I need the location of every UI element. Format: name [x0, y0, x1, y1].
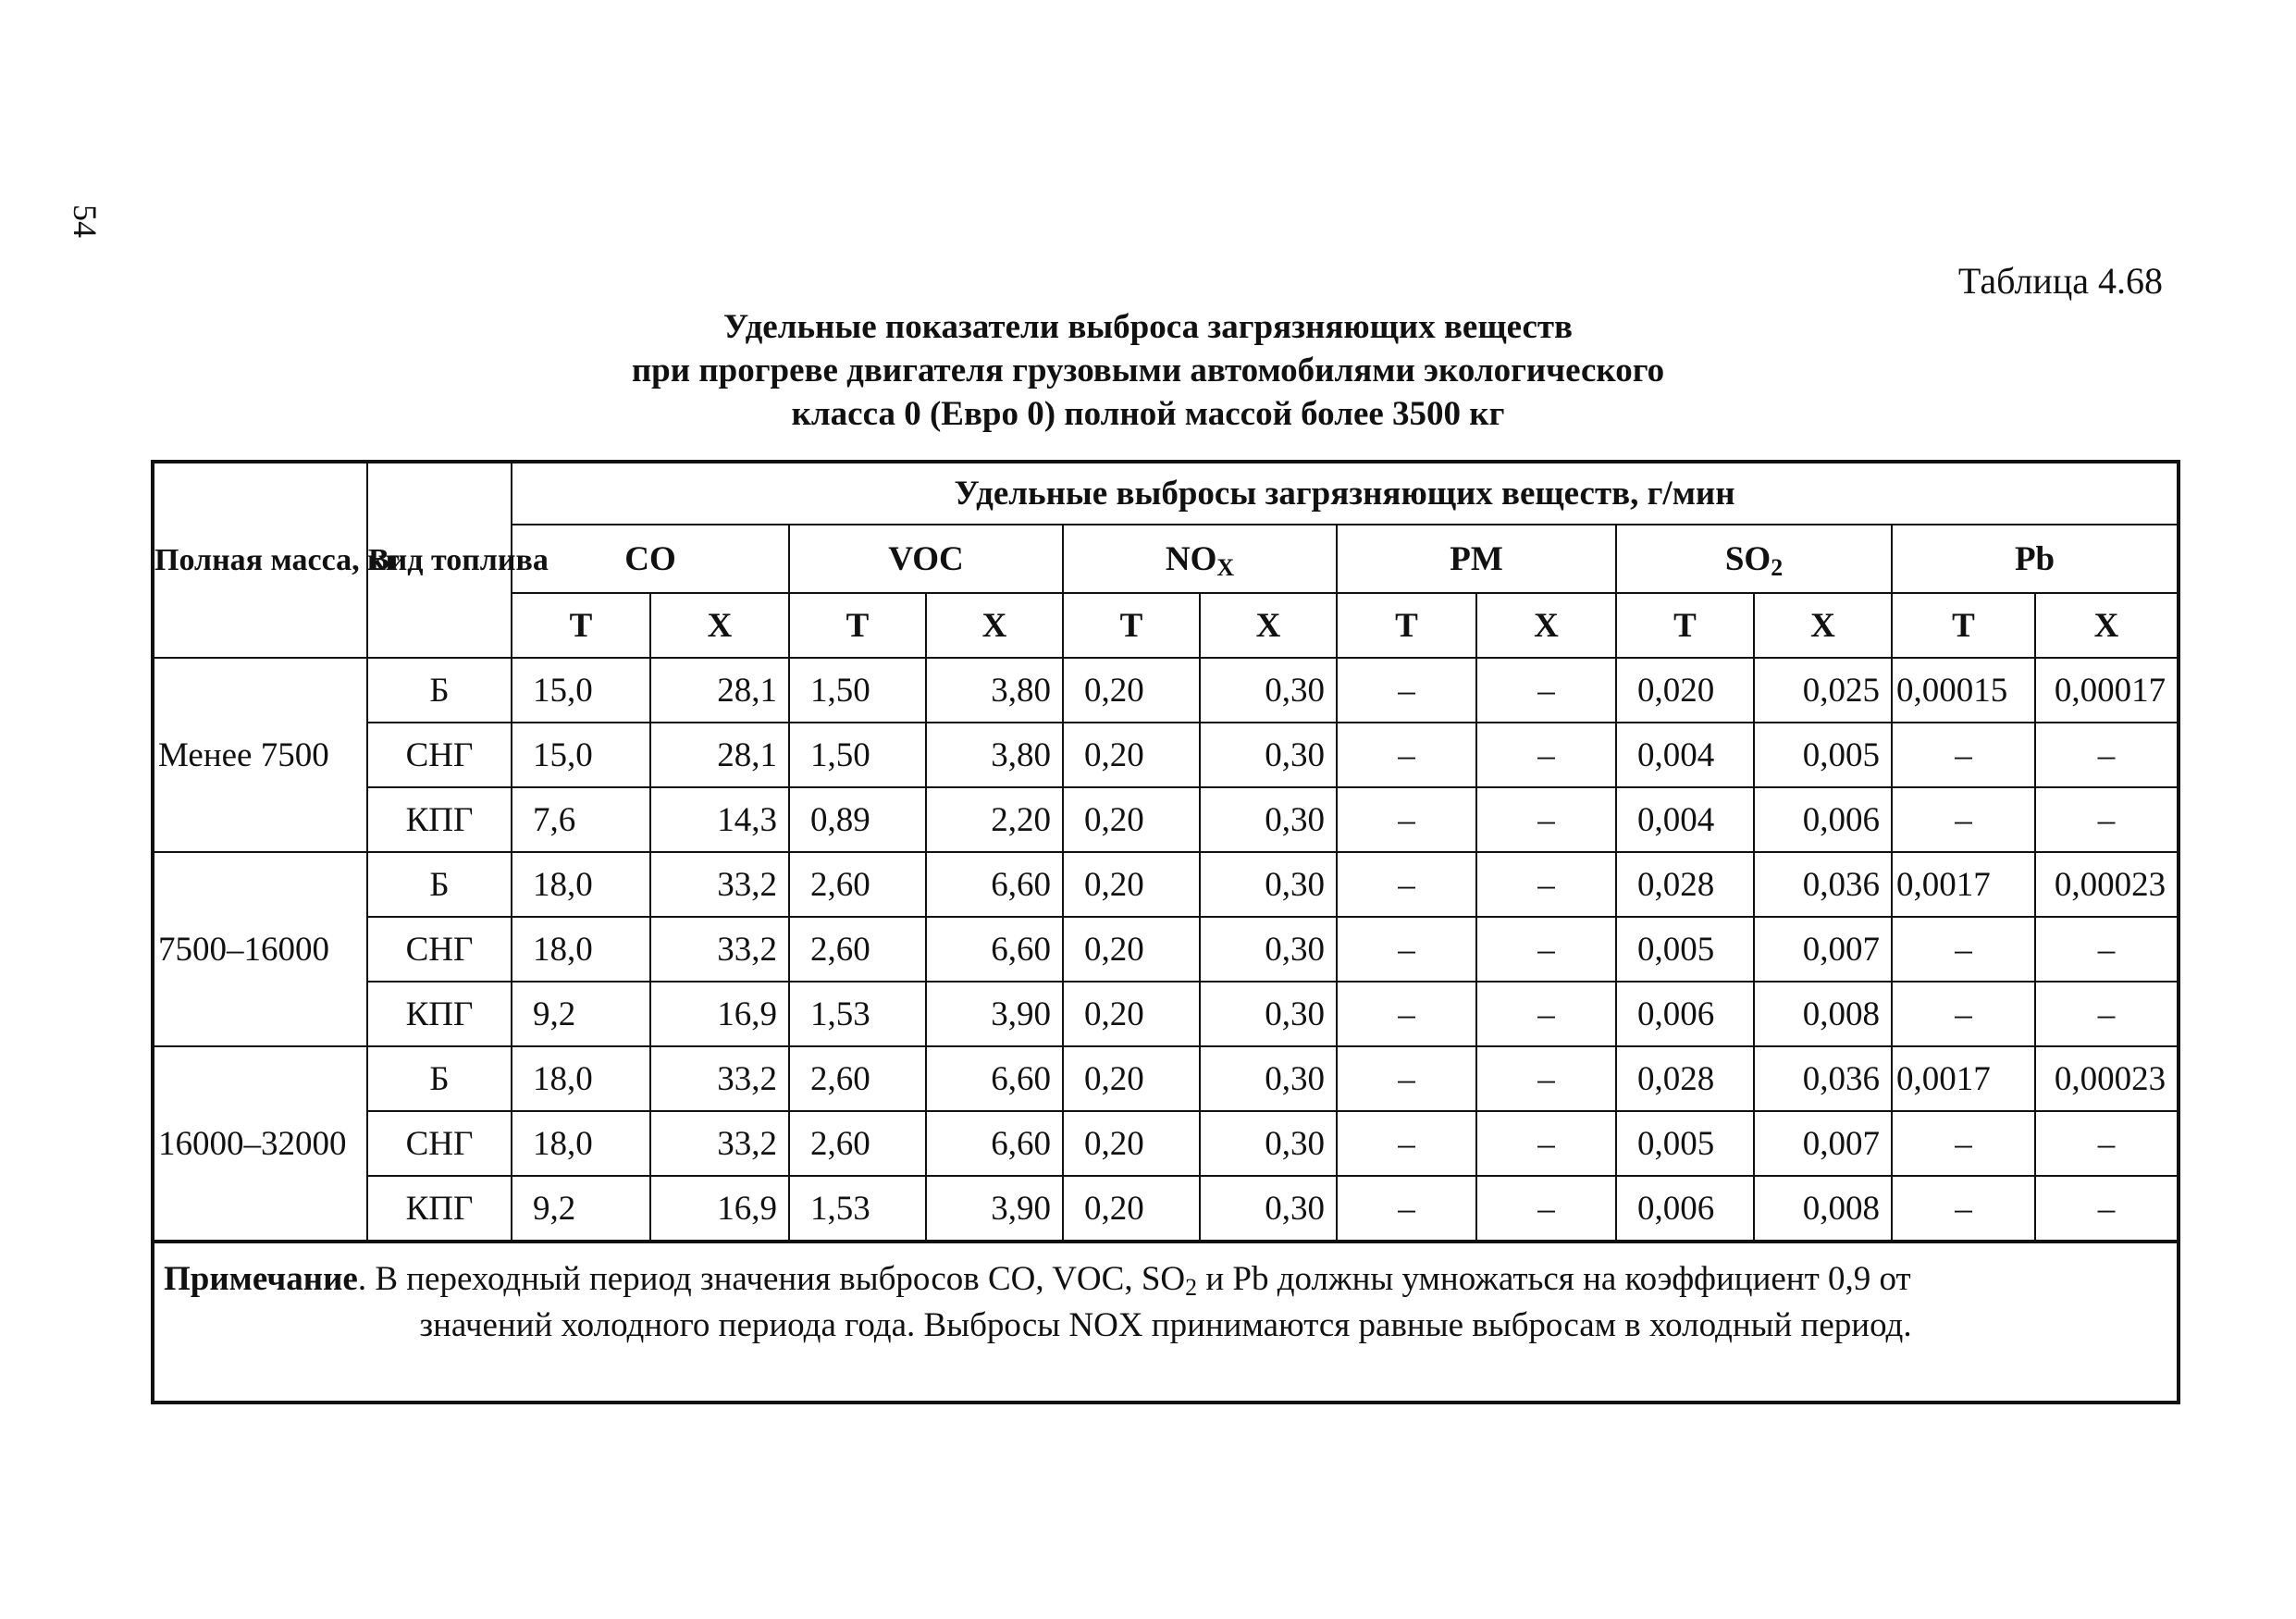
header-period: Х [650, 593, 789, 658]
fuel-cell: СНГ [367, 917, 512, 982]
header-period: Т [1063, 593, 1200, 658]
table-row [153, 852, 2179, 917]
header-period: Т [1892, 593, 2035, 658]
value-cell: – [2035, 1111, 2179, 1176]
value-cell: 2,60 [789, 852, 926, 917]
value-cell: 0,30 [1200, 1046, 1337, 1111]
value-cell: – [1337, 723, 1476, 787]
value-cell: – [1476, 1111, 1616, 1176]
header-period: Т [512, 593, 650, 658]
fuel-cell: КПГ [367, 1176, 512, 1242]
value-cell: 0,20 [1063, 1111, 1200, 1176]
value-cell: – [1476, 917, 1616, 982]
header-fuel: Вид топлива [367, 462, 512, 658]
value-cell: 0,007 [1754, 1111, 1892, 1176]
value-cell: 0,20 [1063, 852, 1200, 917]
value-cell: 3,80 [926, 658, 1063, 723]
value-cell: 28,1 [650, 658, 789, 723]
value-cell: 18,0 [512, 852, 650, 917]
value-cell: – [2035, 917, 2179, 982]
value-cell: 0,30 [1200, 787, 1337, 852]
value-cell: – [1476, 1046, 1616, 1111]
mass-cell: 16000–32000 [153, 1046, 367, 1242]
value-cell: 6,60 [926, 1111, 1063, 1176]
value-cell: 0,004 [1616, 723, 1754, 787]
value-cell: 0,028 [1616, 852, 1754, 917]
value-cell: – [1337, 1176, 1476, 1242]
table-title [0, 305, 2296, 436]
table-label: Таблица 4.68 [1957, 260, 2163, 302]
value-cell: 1,50 [789, 658, 926, 723]
header-pollutant: PM [1337, 525, 1616, 593]
value-cell: 33,2 [650, 1111, 789, 1176]
value-cell: 0,006 [1616, 1176, 1754, 1242]
value-cell: 0,00023 [2035, 852, 2179, 917]
value-cell: 9,2 [512, 982, 650, 1046]
value-cell: – [1337, 658, 1476, 723]
value-cell: – [1892, 982, 2035, 1046]
value-cell: 18,0 [512, 1046, 650, 1111]
value-cell: 0,004 [1616, 787, 1754, 852]
value-cell: 3,90 [926, 982, 1063, 1046]
value-cell: 0,30 [1200, 1111, 1337, 1176]
page-number: 54 [67, 204, 104, 238]
note-line-1: . В переходный период значения выбросов CO, VOC, $SO_2$ и Pb должны умножаться на коэффициент 0,9 от [357, 1260, 1911, 1301]
header-pollutant: VOC [789, 525, 1063, 593]
value-cell: – [1476, 787, 1616, 852]
value-cell: 0,0017 [1892, 852, 2035, 917]
value-cell: 16,9 [650, 982, 789, 1046]
mass-cell: 7500–16000 [153, 852, 367, 1046]
value-cell: – [1337, 1111, 1476, 1176]
table-row [153, 917, 2179, 982]
value-cell: – [1337, 982, 1476, 1046]
value-cell: 18,0 [512, 917, 650, 982]
value-cell: 0,0017 [1892, 1046, 2035, 1111]
value-cell: – [1892, 723, 2035, 787]
header-period: Т [789, 593, 926, 658]
header-pollutant: $NO_X$ [1063, 525, 1337, 593]
header-pollutant: Pb [1892, 525, 2179, 593]
value-cell: 9,2 [512, 1176, 650, 1242]
table-row [153, 1176, 2179, 1242]
value-cell: 0,89 [789, 787, 926, 852]
value-cell: 6,60 [926, 1046, 1063, 1111]
value-cell: 6,60 [926, 917, 1063, 982]
value-cell: 0,20 [1063, 917, 1200, 982]
value-cell: 0,20 [1063, 1176, 1200, 1242]
value-cell: 0,006 [1754, 787, 1892, 852]
value-cell: 18,0 [512, 1111, 650, 1176]
table-note [153, 1242, 2179, 1403]
header-period: Х [926, 593, 1063, 658]
fuel-cell: Б [367, 1046, 512, 1111]
value-cell: 0,036 [1754, 1046, 1892, 1111]
mass-cell: Менее 7500 [153, 658, 367, 852]
value-cell: – [1892, 917, 2035, 982]
table-row [153, 1046, 2179, 1111]
value-cell: – [2035, 982, 2179, 1046]
value-cell: 0,30 [1200, 917, 1337, 982]
value-cell: 0,00015 [1892, 658, 2035, 723]
value-cell: 15,0 [512, 723, 650, 787]
value-cell: – [1892, 1176, 2035, 1242]
value-cell: 14,3 [650, 787, 789, 852]
value-cell: 3,80 [926, 723, 1063, 787]
table-row [153, 658, 2179, 723]
value-cell: – [2035, 723, 2179, 787]
fuel-cell: СНГ [367, 1111, 512, 1176]
value-cell: 0,30 [1200, 658, 1337, 723]
value-cell: 33,2 [650, 1046, 789, 1111]
fuel-cell: КПГ [367, 982, 512, 1046]
value-cell: – [1892, 787, 2035, 852]
value-cell: 2,60 [789, 1046, 926, 1111]
value-cell: 2,20 [926, 787, 1063, 852]
table-row [153, 1111, 2179, 1176]
value-cell: 28,1 [650, 723, 789, 787]
fuel-cell: КПГ [367, 787, 512, 852]
value-cell: 6,60 [926, 852, 1063, 917]
header-pollutant: CO [512, 525, 789, 593]
value-cell: 0,005 [1616, 1111, 1754, 1176]
value-cell: – [1476, 852, 1616, 917]
value-cell: 0,20 [1063, 982, 1200, 1046]
value-cell: 0,20 [1063, 723, 1200, 787]
header-period: Х [1476, 593, 1616, 658]
fuel-cell: Б [367, 852, 512, 917]
value-cell: – [2035, 1176, 2179, 1242]
value-cell: – [1892, 1111, 2035, 1176]
header-emissions: Удельные выбросы загрязняющих веществ, г/мин [512, 462, 2179, 525]
value-cell: 0,006 [1616, 982, 1754, 1046]
value-cell: 2,60 [789, 1111, 926, 1176]
value-cell: 3,90 [926, 1176, 1063, 1242]
title-line-3: класса 0 (Евро 0) полной массой более 3500 кг [791, 395, 1505, 433]
fuel-cell: СНГ [367, 723, 512, 787]
value-cell: 1,50 [789, 723, 926, 787]
value-cell: 0,30 [1200, 982, 1337, 1046]
note-line-2: значений холодного периода года. Выбросы NOX принимаются равные выбросам в холодный период. [419, 1306, 1912, 1344]
header-mass: Полная масса, кг [153, 462, 367, 658]
value-cell: 7,6 [512, 787, 650, 852]
header-period: Х [2035, 593, 2179, 658]
value-cell: 0,008 [1754, 982, 1892, 1046]
value-cell: – [1476, 1176, 1616, 1242]
value-cell: – [2035, 787, 2179, 852]
header-period: Х [1754, 593, 1892, 658]
value-cell: 0,00017 [2035, 658, 2179, 723]
header-period: Х [1200, 593, 1337, 658]
value-cell: 2,60 [789, 917, 926, 982]
value-cell: 0,30 [1200, 852, 1337, 917]
value-cell: 0,20 [1063, 1046, 1200, 1111]
value-cell: – [1476, 982, 1616, 1046]
table-row [153, 787, 2179, 852]
value-cell: – [1337, 852, 1476, 917]
table-row [153, 982, 2179, 1046]
value-cell: 0,028 [1616, 1046, 1754, 1111]
value-cell: 33,2 [650, 917, 789, 982]
value-cell: – [1337, 787, 1476, 852]
value-cell: 1,53 [789, 1176, 926, 1242]
value-cell: 0,30 [1200, 723, 1337, 787]
value-cell: 15,0 [512, 658, 650, 723]
value-cell: – [1337, 1046, 1476, 1111]
header-period: Т [1616, 593, 1754, 658]
value-cell: 1,53 [789, 982, 926, 1046]
value-cell: 16,9 [650, 1176, 789, 1242]
fuel-cell: Б [367, 658, 512, 723]
value-cell: 0,007 [1754, 917, 1892, 982]
note-label: Примечание [164, 1260, 358, 1298]
title-line-1: Удельные показатели выброса загрязняющих веществ [722, 308, 1574, 346]
value-cell: 0,005 [1616, 917, 1754, 982]
value-cell: 0,00023 [2035, 1046, 2179, 1111]
value-cell: – [1476, 723, 1616, 787]
title-line-2: при прогреве двигателя грузовыми автомобилями экологического [631, 352, 1665, 389]
value-cell: 33,2 [650, 852, 789, 917]
value-cell: – [1476, 658, 1616, 723]
value-cell: 0,20 [1063, 787, 1200, 852]
header-pollutant: $SO_2$ [1616, 525, 1892, 593]
value-cell: 0,036 [1754, 852, 1892, 917]
header-period: Т [1337, 593, 1476, 658]
emissions-table [151, 460, 2180, 1404]
value-cell: 0,005 [1754, 723, 1892, 787]
value-cell: – [1337, 917, 1476, 982]
value-cell: 0,020 [1616, 658, 1754, 723]
value-cell: 0,008 [1754, 1176, 1892, 1242]
value-cell: 0,20 [1063, 658, 1200, 723]
value-cell: 0,30 [1200, 1176, 1337, 1242]
table-row [153, 723, 2179, 787]
value-cell: 0,025 [1754, 658, 1892, 723]
